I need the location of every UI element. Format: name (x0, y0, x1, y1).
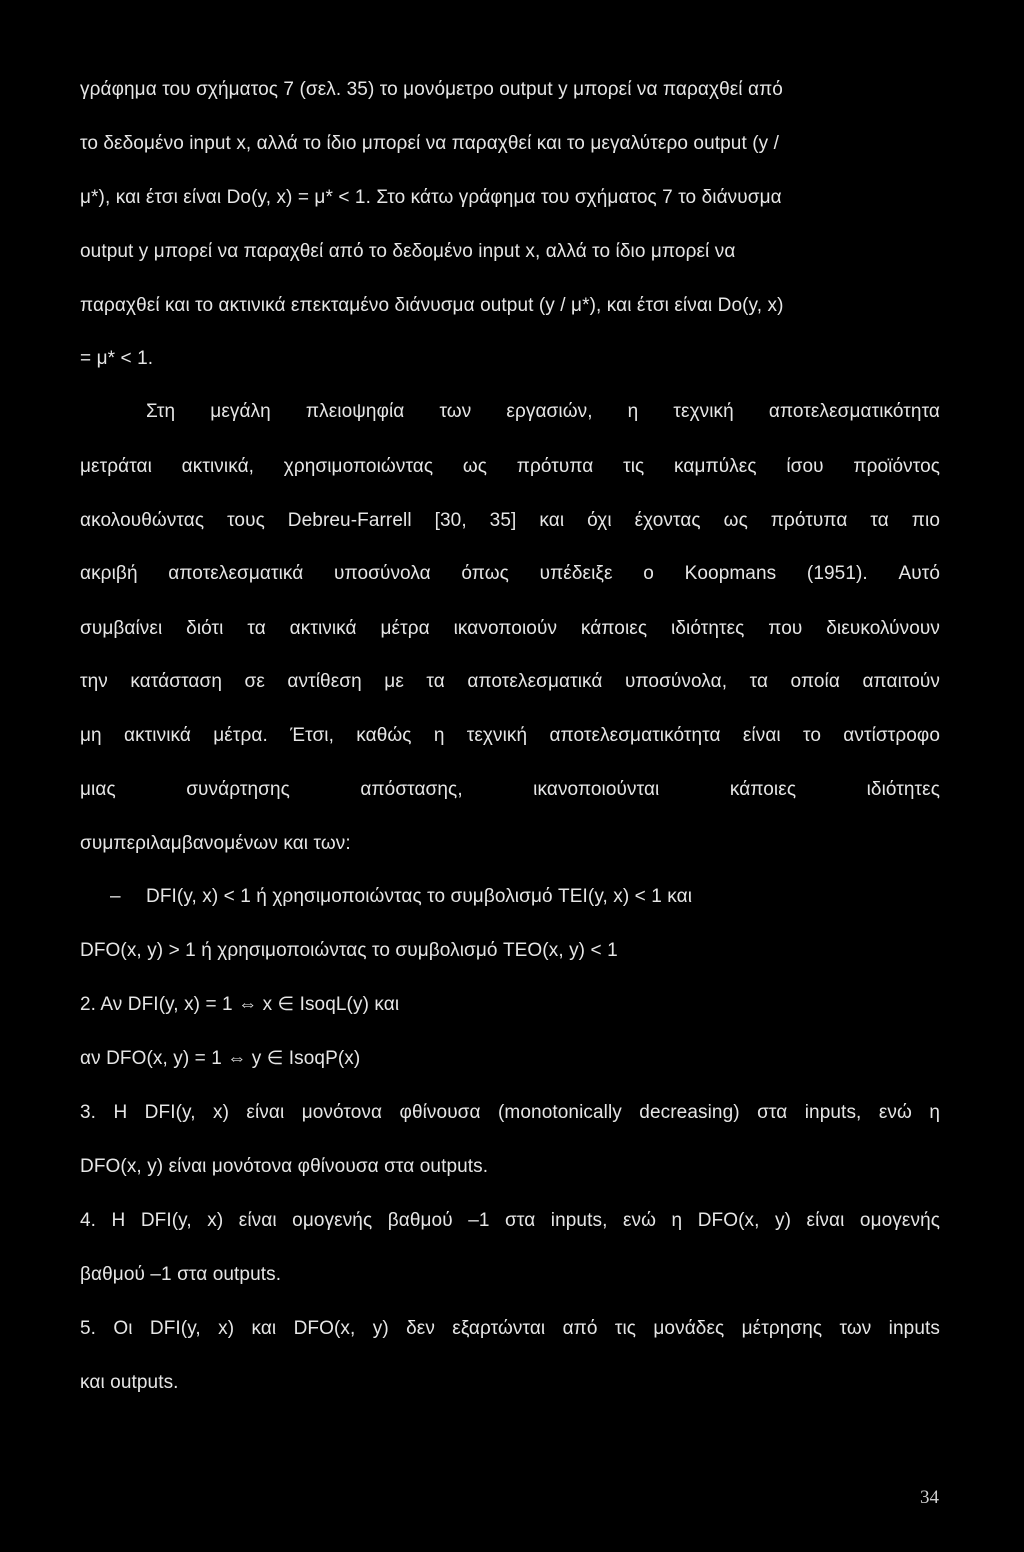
paragraph-line: συμπεριλαμβανομένων και των: (80, 833, 351, 854)
list-item: DFO(x, y) είναι μονότονα φθίνουσα στα outputs. (80, 1156, 489, 1177)
list-item: αν DFO(x, y) = 1 ⇔ y ∈ IsoqP(x) (80, 1048, 361, 1069)
paragraph-line: ακολουθώντας τους Debreu-Farrell [30, 35] και όχι έχοντας ως πρότυπα τα πιο (80, 510, 940, 531)
paragraph-line: μ*), και έτσι είναι Do(y, x) = μ* < 1. Στο κάτω γράφημα του σχήματος 7 το διάνυσμα (80, 187, 782, 208)
paragraph-line: ακριβή αποτελεσματικά υποσύνολα όπως υπέδειξε ο Koopmans (1951). Αυτό (80, 563, 940, 584)
list-item: DFI(y, x) < 1 ή χρησιμοποιώντας το συμβολισμό TEI(y, x) < 1 και (146, 886, 693, 907)
paragraph-line: το δεδομένο input x, αλλά το ίδιο μπορεί να παραχθεί και το μεγαλύτερο output (y / (80, 133, 779, 154)
list-item: 3. Η DFI(y, x) είναι μονότονα φθίνουσα (monotonically decreasing) στα inputs, ενώ η (80, 1102, 940, 1123)
paragraph-line: συμβαίνει διότι τα ακτινικά μέτρα ικανοποιούν κάποιες ιδιότητες που διευκολύνουν (80, 618, 940, 639)
paragraph-line: την κατάσταση σε αντίθεση με τα αποτελεσματικά υποσύνολα, τα οποία απαιτούν (80, 671, 940, 692)
paragraph-line: μετράται ακτινικά, χρησιμοποιώντας ως πρότυπα τις καμπύλες ίσου προϊόντος (80, 456, 940, 477)
paragraph-line: γράφημα του σχήματος 7 (σελ. 35) το μονόμετρο output y μπορεί να παραχθεί από (80, 79, 783, 100)
list-dash: – (110, 886, 121, 907)
list-item: DFO(x, y) > 1 ή χρησιμοποιώντας το συμβολισμό TEO(x, y) < 1 (80, 940, 618, 961)
paragraph-line: Στη μεγάλη πλειοψηφία των εργασιών, η τεχνική αποτελεσματικότητα (146, 401, 940, 422)
list-item: 5. Οι DFI(y, x) και DFO(x, y) δεν εξαρτώνται από τις μονάδες μέτρησης των inputs (80, 1318, 940, 1339)
paragraph-line: μιας συνάρτησης απόστασης, ικανοποιούνται κάποιες ιδιότητες (80, 779, 940, 800)
list-item: 4. Η DFI(y, x) είναι ομογενής βαθμού –1 στα inputs, ενώ η DFO(x, y) είναι ομογενής (80, 1210, 940, 1231)
page-number: 34 (920, 1487, 939, 1508)
paragraph-line: output y μπορεί να παραχθεί από το δεδομένο input x, αλλά το ίδιο μπορεί να (80, 241, 736, 262)
paragraph-line: μη ακτινικά μέτρα. Έτσι, καθώς η τεχνική αποτελεσματικότητα είναι το αντίστροφο (80, 725, 940, 746)
paragraph-line: = μ* < 1. (80, 348, 154, 369)
list-item: 2. Αν DFI(y, x) = 1 ⇔ x ∈ IsoqL(y) και (80, 994, 400, 1015)
paragraph-line: παραχθεί και το ακτινικά επεκταμένο διάνυσμα output (y / μ*), και έτσι είναι Do(y, x) (80, 295, 784, 316)
list-item: και outputs. (80, 1372, 179, 1393)
list-item: βαθμού –1 στα outputs. (80, 1264, 282, 1285)
